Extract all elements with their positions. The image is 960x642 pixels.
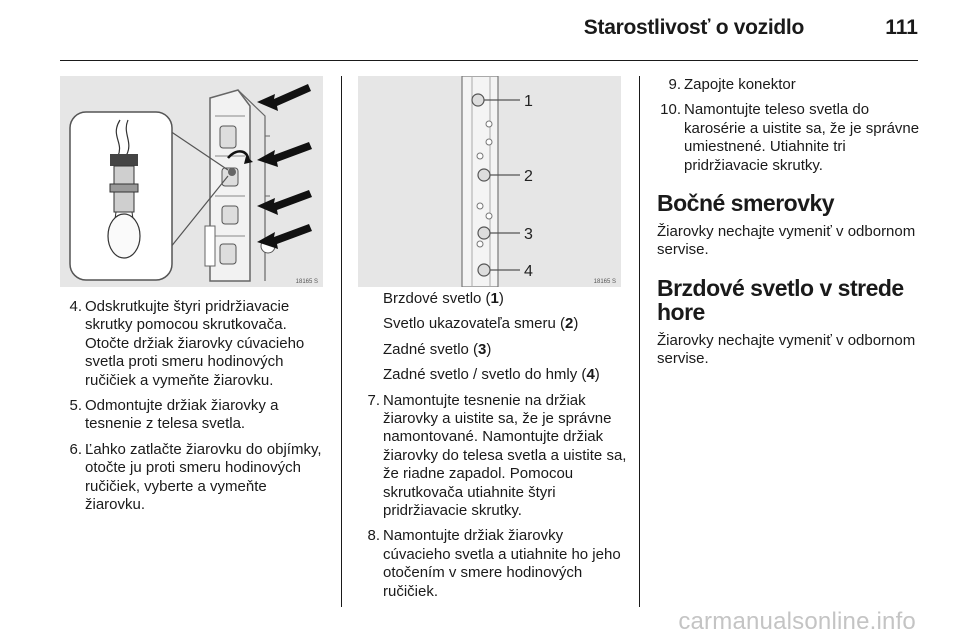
header-title: Starostlivosť o vozidlo: [583, 16, 804, 39]
legend-item: Zadné svetlo / svetlo do hmly (4): [383, 366, 600, 384]
column-right: [657, 76, 927, 369]
figure-code: 18165 S: [295, 279, 318, 285]
figure-label-3: 3: [524, 226, 533, 243]
list-item: 10. Namontujte teleso svetla do karosérie a uistite sa, že je správne umiestnené. Utiahnite tri pridržiavacie skrutky.: [660, 101, 920, 174]
figure-label-1: 1: [524, 93, 533, 110]
legend-item: Zadné svetlo (3): [383, 340, 492, 358]
figure-bulb-holder: [60, 76, 323, 287]
column-middle: [358, 290, 628, 608]
list-item: 7. Namontujte tesnenie na držiak žiarovky a uistite sa, že je správne namontované. Namontujte držiak žiarovky do telesa svetla a uistite sa, že riadne zapadol. Pomocou skrutkovača utiahnite štyri pridržiavacie skrutky.: [367, 391, 627, 520]
section-body: Žiarovky nechajte vymeniť v odbornom servise.: [657, 331, 916, 368]
column-divider-2: [639, 76, 640, 607]
list-item: 5. Odmontujte držiak žiarovky a tesnenie z telesa svetla.: [69, 397, 279, 433]
list-item: 6. Ľahko zatlačte žiarovku do objímky, otočte ju proti smeru hodinových ručičiek, vyberte a vymeňte žiarovku.: [69, 440, 322, 514]
section-body: Žiarovky nechajte vymeniť v odbornom servise.: [657, 223, 916, 259]
legend-item: Svetlo ukazovateľa smeru (2): [383, 315, 579, 333]
figure-label-2: 2: [524, 168, 533, 185]
legend-item: Brzdové svetlo (1): [383, 290, 504, 307]
figure-label-4: 4: [524, 263, 533, 280]
steps-list: [60, 298, 330, 514]
page-number: 111: [885, 16, 918, 39]
header-rule: [60, 60, 918, 61]
list-item: 8. Namontujte držiak žiarovky cúvacieho svetla a utiahnite ho jeho otočením v smere hodinových ručičiek.: [367, 527, 621, 600]
lamp-positions-illustration: [358, 76, 621, 287]
list-item: 4. Odskrutkujte štyri pridržiavacie skrutky pomocou skrutkovača. Otočte držiak žiarovky cúvacieho svetla proti smeru hodinových ručičiek a vymeňte žiarovku.: [69, 298, 305, 389]
list-item: 9. Zapojte konektor: [668, 76, 796, 93]
steps-list: [358, 392, 628, 601]
watermark: carmanualsonline.info: [678, 608, 916, 635]
bulb-holder-illustration: [60, 76, 323, 287]
column-left: [60, 298, 330, 521]
figure-lamp-positions: [358, 76, 621, 287]
section-heading-center-brake-light: Brzdové svetlo v strede hore: [657, 274, 904, 325]
steps-list: [657, 76, 927, 175]
figure-code: 18165 S: [593, 279, 616, 285]
column-divider-1: [341, 76, 342, 607]
section-heading-side-indicators: Bočné smerovky: [657, 190, 835, 217]
figure-legend: [358, 290, 628, 385]
